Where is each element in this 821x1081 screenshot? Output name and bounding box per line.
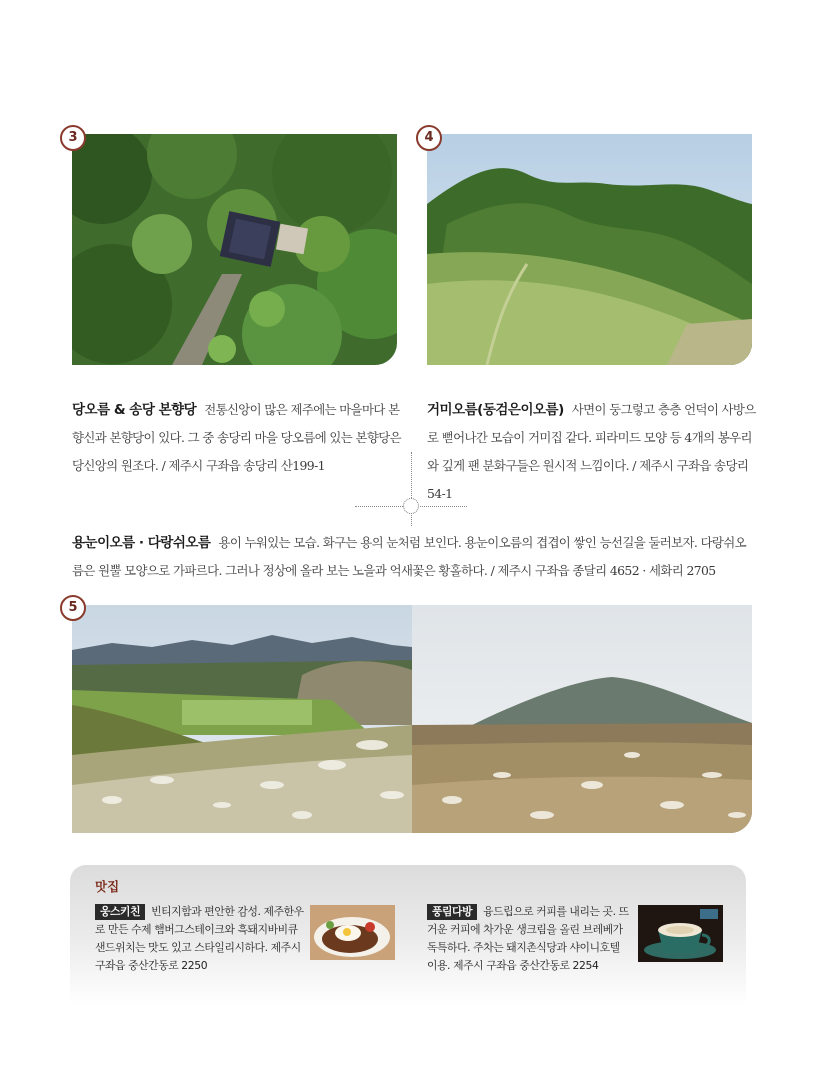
photo-breve-coffee — [638, 905, 723, 962]
photo-dang-shrine-aerial — [72, 134, 397, 365]
section-yongnun-body: 용이 누워있는 모습. 화구는 용의 눈처럼 보인다. 용눈이오름의 겹겹이 쌓인 능선길을 둘러보자. 다랑쉬오름은 원뿔 모양으로 가파르다. 그러나 정상에 올라 보는 노을과 억새꽃은 황홀하다. / 제주시 구좌읍 종달리 4652 · 세화리 2705 — [72, 535, 747, 578]
photo-geomi-oreum — [427, 134, 752, 365]
badge-four: 4 — [416, 125, 442, 151]
section-dang-body: 전통신앙이 많은 제주에는 마을마다 본향신과 본향당이 있다. 그 중 송당리 마을 당오름에 있는 본향당은 당신앙의 원조다. / 제주시 구좌읍 송당리 산199-1 — [72, 402, 401, 473]
cafe-name: 풍림다방 — [427, 904, 477, 920]
restaurant-name: 웅스키친 — [95, 904, 145, 920]
column-divider — [411, 452, 412, 526]
restaurant-heading: 맛집 — [95, 879, 120, 894]
badge-three: 3 — [60, 125, 86, 151]
photo-hamburg-steak — [310, 905, 395, 960]
badge-five: 5 — [60, 595, 86, 621]
restaurant-item-ungs-kitchen — [95, 903, 305, 975]
section-dang-title: 당오름 & 송당 본향당 — [72, 402, 197, 418]
section-geomi-title: 거미오름(동검은이오름) — [427, 402, 564, 418]
section-yongnun-text — [72, 529, 757, 585]
photo-yongnun-darangshwi — [72, 605, 752, 833]
restaurant-section — [70, 865, 746, 1005]
section-dang-text — [72, 396, 402, 480]
restaurant-item-pungrim-dabang — [427, 903, 632, 975]
section-yongnun-title: 용눈이오름 · 다랑쉬오름 — [72, 535, 211, 551]
cafe-desc: 융드립으로 커피를 내리는 곳. 뜨거운 커피에 차가운 생크림을 올린 브레베가 독특하다. 주차는 돼지촌식당과 샤이니호텔 이용. 제주시 구좌읍 중산간동로 2254 — [427, 905, 629, 972]
divider-crosshair — [403, 498, 419, 514]
restaurant-desc: 빈티지함과 편안한 감성. 제주한우로 만든 수제 햄버그스테이크와 흑돼지바비큐샌드위치는 맛도 있고 스타일리시하다. 제주시 구좌읍 중산간동로 2250 — [95, 905, 304, 972]
section-geomi-body: 사면이 둥그렇고 층층 언덕이 사방으로 뻗어나간 모습이 거미집 같다. 피라미드 모양 등 4개의 봉우리와 깊게 팬 분화구들은 원시적 느낌이다. / 제주시 구좌읍 송당리 54-1 — [427, 402, 756, 501]
section-geomi-text — [427, 396, 757, 508]
